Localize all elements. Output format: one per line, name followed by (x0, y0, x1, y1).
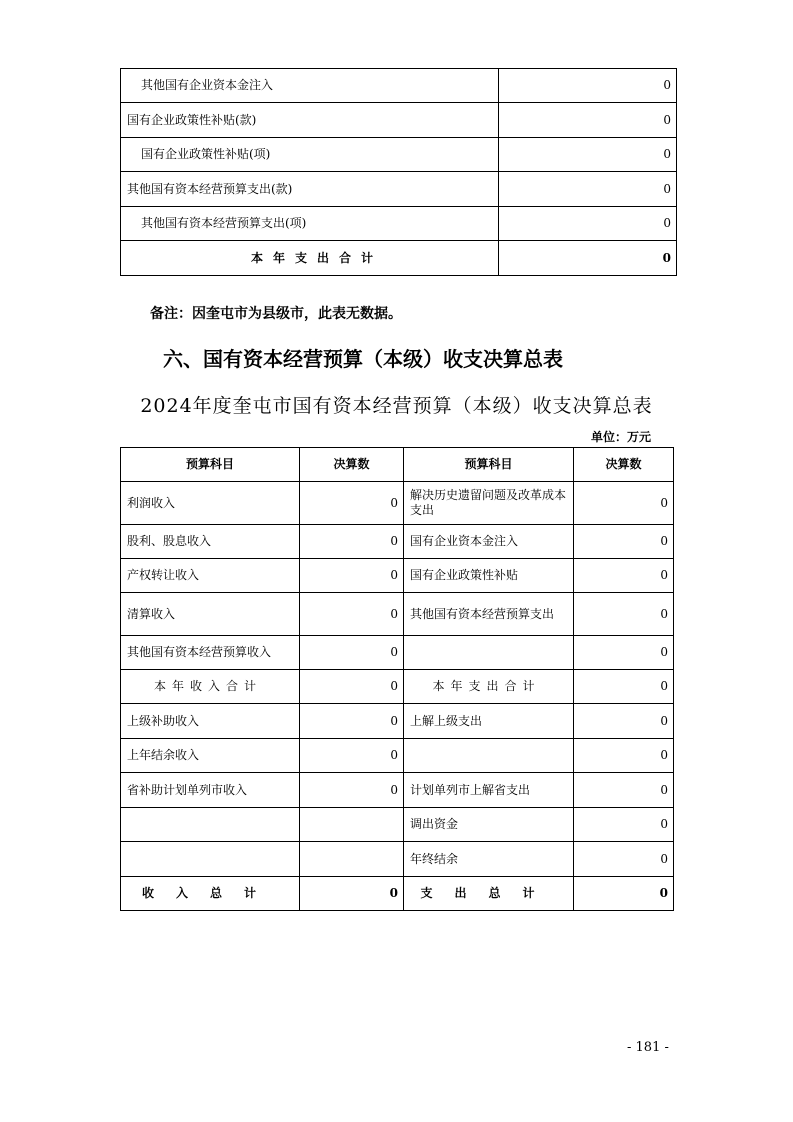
table-row (121, 69, 677, 103)
income-value: 0 (300, 482, 404, 525)
table-row (121, 773, 674, 808)
income-item: 股利、股息收入 (121, 525, 300, 559)
total-label: 本年支出合计 (121, 241, 499, 276)
income-item: 利润收入 (121, 482, 300, 525)
expense-value: 0 (574, 739, 674, 773)
row-label: 其他国有资本经营预算支出(项) (121, 207, 499, 241)
income-item (121, 808, 300, 842)
income-item: 上级补助收入 (121, 704, 300, 739)
income-value: 0 (300, 636, 404, 670)
income-value (300, 808, 404, 842)
grand-total-row (121, 877, 674, 911)
income-value: 0 (300, 559, 404, 593)
page-number: - 181 - (627, 1040, 669, 1055)
table-row (121, 525, 674, 559)
income-value: 0 (300, 525, 404, 559)
row-label: 其他国有企业资本金注入 (121, 69, 499, 103)
expense-value: 0 (574, 593, 674, 636)
table-row (121, 138, 677, 172)
row-label: 国有企业政策性补贴(款) (121, 103, 499, 138)
expense-value: 0 (574, 525, 674, 559)
expense-item: 解决历史遗留问题及改革成本支出 (404, 482, 574, 525)
row-label: 其他国有资本经营预算支出(款) (121, 172, 499, 207)
expense-value: 0 (574, 636, 674, 670)
table-row (121, 593, 674, 636)
table-title: 2024年度奎屯市国有资本经营预算（本级）收支决算总表 (140, 395, 653, 417)
income-grand-total-value: 0 (300, 877, 404, 911)
total-value: 0 (499, 241, 677, 276)
note-text: 备注：因奎屯市为县级市，此表无数据。 (150, 306, 402, 322)
expense-value: 0 (574, 670, 674, 704)
table-row (121, 172, 677, 207)
header-row (121, 448, 674, 482)
row-label: 国有企业政策性补贴(项) (121, 138, 499, 172)
unit-label: 单位：万元 (591, 430, 652, 444)
income-value: 0 (300, 739, 404, 773)
expense-value: 0 (574, 808, 674, 842)
total-row (121, 241, 677, 276)
income-grand-total-label: 收入总计 (121, 877, 300, 911)
expense-item: 其他国有资本经营预算支出 (404, 593, 574, 636)
income-value: 0 (300, 593, 404, 636)
summary-table (120, 447, 674, 911)
expense-item (404, 636, 574, 670)
table-row (121, 559, 674, 593)
income-item: 清算收入 (121, 593, 300, 636)
income-item: 上年结余收入 (121, 739, 300, 773)
row-value: 0 (499, 207, 677, 241)
header-expense-value: 决算数 (574, 448, 674, 482)
income-subtotal-label: 本年收入合计 (121, 670, 300, 704)
subtotal-row (121, 670, 674, 704)
expense-subtotal-label: 本年支出合计 (404, 670, 574, 704)
table-row (121, 207, 677, 241)
table-row (121, 739, 674, 773)
continuation-table (120, 68, 677, 276)
header-expense-item: 预算科目 (404, 448, 574, 482)
income-item: 省补助计划单列市收入 (121, 773, 300, 808)
income-item (121, 842, 300, 877)
row-value: 0 (499, 103, 677, 138)
expense-item: 国有企业资本金注入 (404, 525, 574, 559)
expense-value: 0 (574, 559, 674, 593)
expense-item (404, 739, 574, 773)
section-heading: 六、国有资本经营预算（本级）收支决算总表 (163, 347, 563, 371)
header-income-value: 决算数 (300, 448, 404, 482)
income-item: 其他国有资本经营预算收入 (121, 636, 300, 670)
expense-value: 0 (574, 704, 674, 739)
table-row (121, 103, 677, 138)
table-row (121, 842, 674, 877)
row-value: 0 (499, 138, 677, 172)
table-row (121, 808, 674, 842)
expense-grand-total-label: 支出总计 (404, 877, 574, 911)
row-value: 0 (499, 69, 677, 103)
expense-item: 上解上级支出 (404, 704, 574, 739)
expense-value: 0 (574, 482, 674, 525)
header-income-item: 预算科目 (121, 448, 300, 482)
expense-value: 0 (574, 773, 674, 808)
income-value: 0 (300, 670, 404, 704)
expense-item: 年终结余 (404, 842, 574, 877)
income-value (300, 842, 404, 877)
income-item: 产权转让收入 (121, 559, 300, 593)
table-row (121, 636, 674, 670)
expense-value: 0 (574, 842, 674, 877)
table-row (121, 482, 674, 525)
expense-item: 计划单列市上解省支出 (404, 773, 574, 808)
income-value: 0 (300, 773, 404, 808)
expense-grand-total-value: 0 (574, 877, 674, 911)
expense-item: 调出资金 (404, 808, 574, 842)
row-value: 0 (499, 172, 677, 207)
expense-item: 国有企业政策性补贴 (404, 559, 574, 593)
income-value: 0 (300, 704, 404, 739)
table-row (121, 704, 674, 739)
